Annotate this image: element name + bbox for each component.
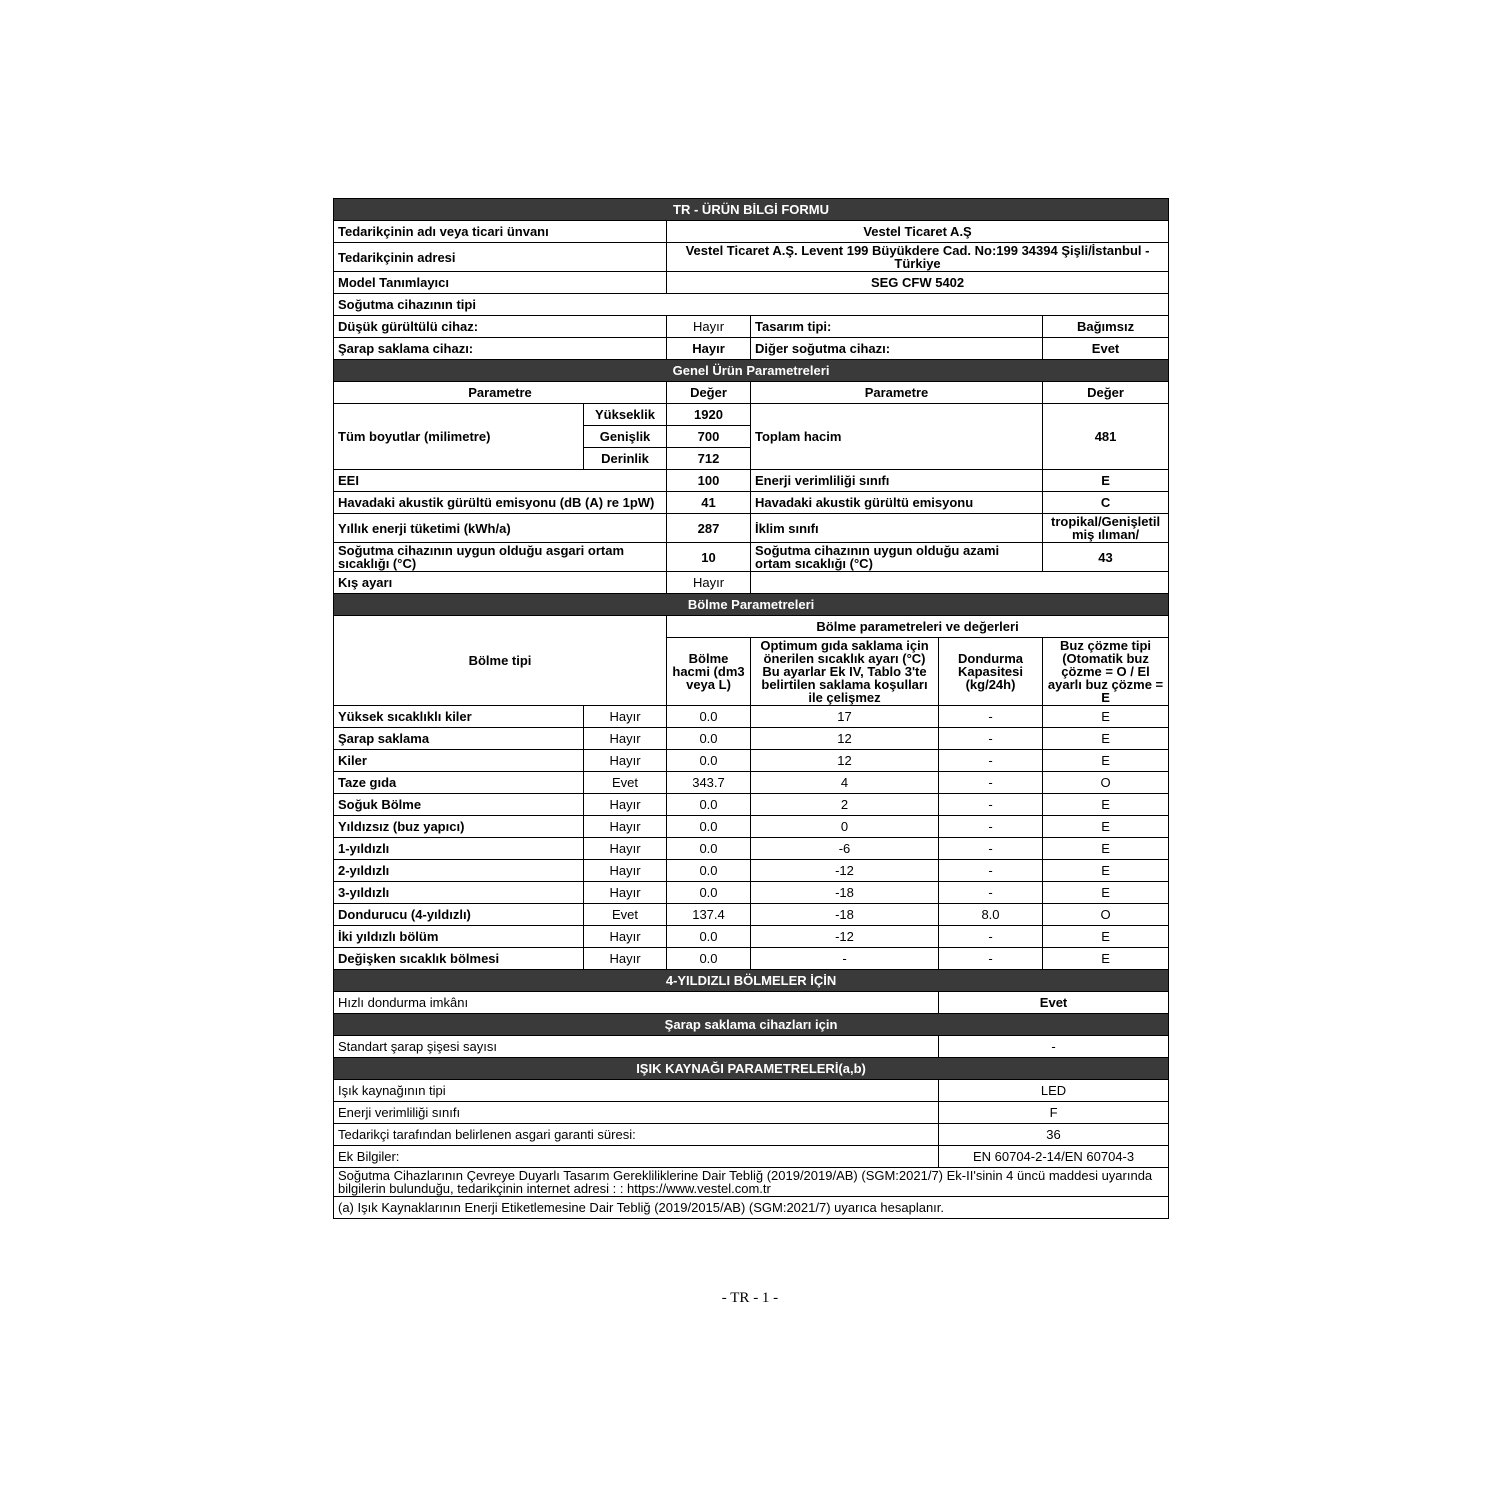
volume-header: Bölme hacmi (dm3 veya L) (667, 638, 751, 706)
wine-bottles-value: - (939, 1036, 1169, 1058)
table-row (334, 772, 1169, 794)
compartment-volume: 0.0 (667, 816, 751, 838)
light-type-row (334, 1080, 1169, 1102)
ambient-temp-row (334, 543, 1169, 572)
wine-bottles-row (334, 1036, 1169, 1058)
form-title-row (334, 199, 1169, 221)
compartment-volume: 0.0 (667, 794, 751, 816)
compartment-defrost-type: E (1043, 706, 1169, 728)
compartment-temp: 17 (751, 706, 939, 728)
compartment-freeze-capacity: - (939, 728, 1043, 750)
table-row (334, 860, 1169, 882)
appliance-type-heading: Soğutma cihazının tipi (334, 294, 1169, 316)
model-label: Model Tanımlayıcı (334, 272, 667, 294)
general-param-header: Parametre (334, 382, 667, 404)
dims-height-row (334, 404, 1169, 426)
noise-value: 41 (667, 492, 751, 514)
compartment-defrost-type: E (1043, 728, 1169, 750)
fast-freeze-row (334, 992, 1169, 1014)
annual-energy-label: Yıllık enerji tüketimi (kWh/a) (334, 514, 667, 543)
website-note: Soğutma Cihazlarının Çevreye Duyarlı Tasarım Gerekliliklerine Dair Tebliğ (2019/2019/AB) (SGM:2021/7) Ek-II'sinin 4 üncü maddesi uyarında bilgilerin bulunduğu, tedarikçinin internet adresi : : https://www.vestel.com.tr (334, 1168, 1169, 1197)
compartment-temp: -18 (751, 882, 939, 904)
depth-label: Derinlik (584, 448, 667, 470)
compartment-name: İki yıldızlı bölüm (334, 926, 584, 948)
height-value: 1920 (667, 404, 751, 426)
compartment-name: 2-yıldızlı (334, 860, 584, 882)
freeze-capacity-header: Dondurma Kapasitesi (kg/24h) (939, 638, 1043, 706)
extra-info-value: EN 60704-2-14/EN 60704-3 (939, 1146, 1169, 1168)
compartment-rows (334, 706, 1169, 970)
compartment-present: Hayır (584, 728, 667, 750)
compartment-present: Hayır (584, 882, 667, 904)
compartment-name: Yüksek sıcaklıklı kiler (334, 706, 584, 728)
compartment-name: Soğuk Bölme (334, 794, 584, 816)
defrost-header: Buz çözme tipi (Otomatik buz çözme = O / El ayarlı buz çözme = E (1043, 638, 1169, 706)
compartment-volume: 137.4 (667, 904, 751, 926)
general-section-title: Genel Ürün Parametreleri (334, 360, 1169, 382)
light-class-value: F (939, 1102, 1169, 1124)
table-row (334, 904, 1169, 926)
compartment-defrost-type: E (1043, 926, 1169, 948)
low-noise-value: Hayır (667, 316, 751, 338)
compartment-defrost-type: E (1043, 948, 1169, 970)
compartment-volume: 0.0 (667, 926, 751, 948)
other-appliance-label: Diğer soğutma cihazı: (751, 338, 1043, 360)
total-volume-label: Toplam hacim (751, 404, 1043, 470)
supplier-name-value: Vestel Ticaret A.Ş (667, 221, 1169, 243)
footnote-row (334, 1197, 1169, 1219)
compartment-present: Hayır (584, 794, 667, 816)
light-type-label: Işık kaynağının tipi (334, 1080, 939, 1102)
depth-value: 712 (667, 448, 751, 470)
noise-label: Havadaki akustik gürültü emisyonu (dB (A) re 1pW) (334, 492, 667, 514)
compartment-freeze-capacity: 8.0 (939, 904, 1043, 926)
compartment-present: Hayır (584, 706, 667, 728)
compartment-section-row (334, 594, 1169, 616)
eei-label: EEI (334, 470, 667, 492)
wine-appliance-row (334, 338, 1169, 360)
compartment-present: Hayır (584, 816, 667, 838)
compartment-volume: 0.0 (667, 750, 751, 772)
four-star-section-row (334, 970, 1169, 992)
table-row (334, 838, 1169, 860)
noise-class-value: C (1043, 492, 1169, 514)
compartment-temp: 2 (751, 794, 939, 816)
design-type-value: Bağımsız (1043, 316, 1169, 338)
general-value-header: Değer (667, 382, 751, 404)
warranty-value: 36 (939, 1124, 1169, 1146)
compartment-volume: 0.0 (667, 706, 751, 728)
winter-value: Hayır (667, 572, 751, 594)
min-temp-label: Soğutma cihazının uygun olduğu asgari ortam sıcaklığı (°C) (334, 543, 667, 572)
page-number: - TR - 1 - (721, 1290, 779, 1306)
compartment-name: 3-yıldızlı (334, 882, 584, 904)
compartment-name: 1-yıldızlı (334, 838, 584, 860)
table-row (334, 948, 1169, 970)
compartment-temp: 4 (751, 772, 939, 794)
eei-value: 100 (667, 470, 751, 492)
compartment-defrost-type: E (1043, 750, 1169, 772)
max-temp-value: 43 (1043, 543, 1169, 572)
noise-row (334, 492, 1169, 514)
supplier-address-value: Vestel Ticaret A.Ş. Levent 199 Büyükdere Cad. No:199 34394 Şişli/İstanbul - Türkiye (667, 243, 1169, 272)
dims-label: Tüm boyutlar (milimetre) (334, 404, 584, 470)
compartment-type-header: Bölme tipi (334, 616, 667, 706)
compartment-volume: 0.0 (667, 948, 751, 970)
compartment-temp: 12 (751, 728, 939, 750)
energy-class-label: Enerji verimliliği sınıfı (751, 470, 1043, 492)
compartment-name: Taze gıda (334, 772, 584, 794)
compartment-group-header: Bölme parametreleri ve değerleri (667, 616, 1169, 638)
fast-freeze-value: Evet (939, 992, 1169, 1014)
general-value-header-2: Değer (1043, 382, 1169, 404)
footnote-a: (a) Işık Kaynaklarının Enerji Etiketlemesine Dair Tebliğ (2019/2015/AB) (SGM:2021/7) uyarıca hesaplanır. (334, 1197, 1169, 1219)
table-row (334, 882, 1169, 904)
compartment-volume: 0.0 (667, 838, 751, 860)
supplier-name-label: Tedarikçinin adı veya ticari ünvanı (334, 221, 667, 243)
compartment-temp: -12 (751, 860, 939, 882)
compartment-defrost-type: E (1043, 816, 1169, 838)
form-title: TR - ÜRÜN BİLGİ FORMU (334, 199, 1169, 221)
compartment-volume: 0.0 (667, 728, 751, 750)
winter-row (334, 572, 1169, 594)
other-appliance-value: Evet (1043, 338, 1169, 360)
annual-energy-value: 287 (667, 514, 751, 543)
compartment-temp: -18 (751, 904, 939, 926)
compartment-freeze-capacity: - (939, 882, 1043, 904)
compartment-defrost-type: E (1043, 794, 1169, 816)
compartment-freeze-capacity: - (939, 772, 1043, 794)
max-temp-label: Soğutma cihazının uygun olduğu azami ortam sıcaklığı (°C) (751, 543, 1043, 572)
extra-info-row (334, 1146, 1169, 1168)
light-class-label: Enerji verimliliği sınıfı (334, 1102, 939, 1124)
total-volume-value: 481 (1043, 404, 1169, 470)
compartment-group-header-row (334, 616, 1169, 638)
compartment-defrost-type: E (1043, 838, 1169, 860)
compartment-present: Evet (584, 772, 667, 794)
extra-info-label: Ek Bilgiler: (334, 1146, 939, 1168)
warranty-row (334, 1124, 1169, 1146)
climate-class-value: tropikal/Genişletilmiş ılıman/ (1043, 514, 1169, 543)
compartment-temp: 12 (751, 750, 939, 772)
compartment-name: Kiler (334, 750, 584, 772)
compartment-freeze-capacity: - (939, 706, 1043, 728)
compartment-present: Evet (584, 904, 667, 926)
compartment-present: Hayır (584, 838, 667, 860)
compartment-freeze-capacity: - (939, 926, 1043, 948)
wine-section-title: Şarap saklama cihazları için (334, 1014, 1169, 1036)
compartment-temp: -6 (751, 838, 939, 860)
temp-header: Optimum gıda saklama için önerilen sıcaklık ayarı (°C) Bu ayarlar Ek IV, Tablo 3'te belirtilen saklama koşulları ile çelişmez (751, 638, 939, 706)
compartment-volume: 0.0 (667, 860, 751, 882)
table-row (334, 706, 1169, 728)
four-star-section-title: 4-YILDIZLI BÖLMELER İÇİN (334, 970, 1169, 992)
low-noise-label: Düşük gürültülü cihaz: (334, 316, 667, 338)
model-row (334, 272, 1169, 294)
warranty-label: Tedarikçi tarafından belirlenen asgari garanti süresi: (334, 1124, 939, 1146)
compartment-freeze-capacity: - (939, 860, 1043, 882)
general-header-row (334, 382, 1169, 404)
product-info-form (333, 198, 1169, 1219)
compartment-defrost-type: O (1043, 904, 1169, 926)
compartment-volume: 343.7 (667, 772, 751, 794)
energy-class-value: E (1043, 470, 1169, 492)
compartment-present: Hayır (584, 948, 667, 970)
table-row (334, 926, 1169, 948)
wine-appliance-value: Hayır (667, 338, 751, 360)
compartment-temp: 0 (751, 816, 939, 838)
supplier-name-row (334, 221, 1169, 243)
winter-empty-cell (751, 572, 1169, 594)
climate-class-label: İklim sınıfı (751, 514, 1043, 543)
compartment-present: Hayır (584, 926, 667, 948)
table-row (334, 728, 1169, 750)
general-param-header-2: Parametre (751, 382, 1043, 404)
appliance-type-heading-row (334, 294, 1169, 316)
compartment-section-title: Bölme Parametreleri (334, 594, 1169, 616)
fast-freeze-label: Hızlı dondurma imkânı (334, 992, 939, 1014)
supplier-address-label: Tedarikçinin adresi (334, 243, 667, 272)
table-row (334, 816, 1169, 838)
low-noise-row (334, 316, 1169, 338)
model-value: SEG CFW 5402 (667, 272, 1169, 294)
compartment-freeze-capacity: - (939, 948, 1043, 970)
annual-energy-row (334, 514, 1169, 543)
light-section-row (334, 1058, 1169, 1080)
width-value: 700 (667, 426, 751, 448)
min-temp-value: 10 (667, 543, 751, 572)
wine-section-row (334, 1014, 1169, 1036)
compartment-freeze-capacity: - (939, 838, 1043, 860)
compartment-temp: -12 (751, 926, 939, 948)
compartment-freeze-capacity: - (939, 794, 1043, 816)
noise-class-label: Havadaki akustik gürültü emisyonu (751, 492, 1043, 514)
eei-row (334, 470, 1169, 492)
compartment-present: Hayır (584, 860, 667, 882)
compartment-temp: - (751, 948, 939, 970)
compartment-freeze-capacity: - (939, 750, 1043, 772)
compartment-name: Yıldızsız (buz yapıcı) (334, 816, 584, 838)
compartment-defrost-type: E (1043, 882, 1169, 904)
compartment-name: Değişken sıcaklık bölmesi (334, 948, 584, 970)
compartment-freeze-capacity: - (939, 816, 1043, 838)
table-row (334, 750, 1169, 772)
compartment-defrost-type: O (1043, 772, 1169, 794)
light-section-title: IŞIK KAYNAĞI PARAMETRELERİ(a,b) (334, 1058, 1169, 1080)
compartment-defrost-type: E (1043, 860, 1169, 882)
wine-bottles-label: Standart şarap şişesi sayısı (334, 1036, 939, 1058)
light-class-row (334, 1102, 1169, 1124)
website-note-row (334, 1168, 1169, 1197)
height-label: Yükseklik (584, 404, 667, 426)
width-label: Genişlik (584, 426, 667, 448)
compartment-present: Hayır (584, 750, 667, 772)
compartment-name: Şarap saklama (334, 728, 584, 750)
design-type-label: Tasarım tipi: (751, 316, 1043, 338)
light-type-value: LED (939, 1080, 1169, 1102)
wine-appliance-label: Şarap saklama cihazı: (334, 338, 667, 360)
table-row (334, 794, 1169, 816)
supplier-address-row (334, 243, 1169, 272)
general-section-row (334, 360, 1169, 382)
compartment-volume: 0.0 (667, 882, 751, 904)
winter-label: Kış ayarı (334, 572, 667, 594)
compartment-name: Dondurucu (4-yıldızlı) (334, 904, 584, 926)
